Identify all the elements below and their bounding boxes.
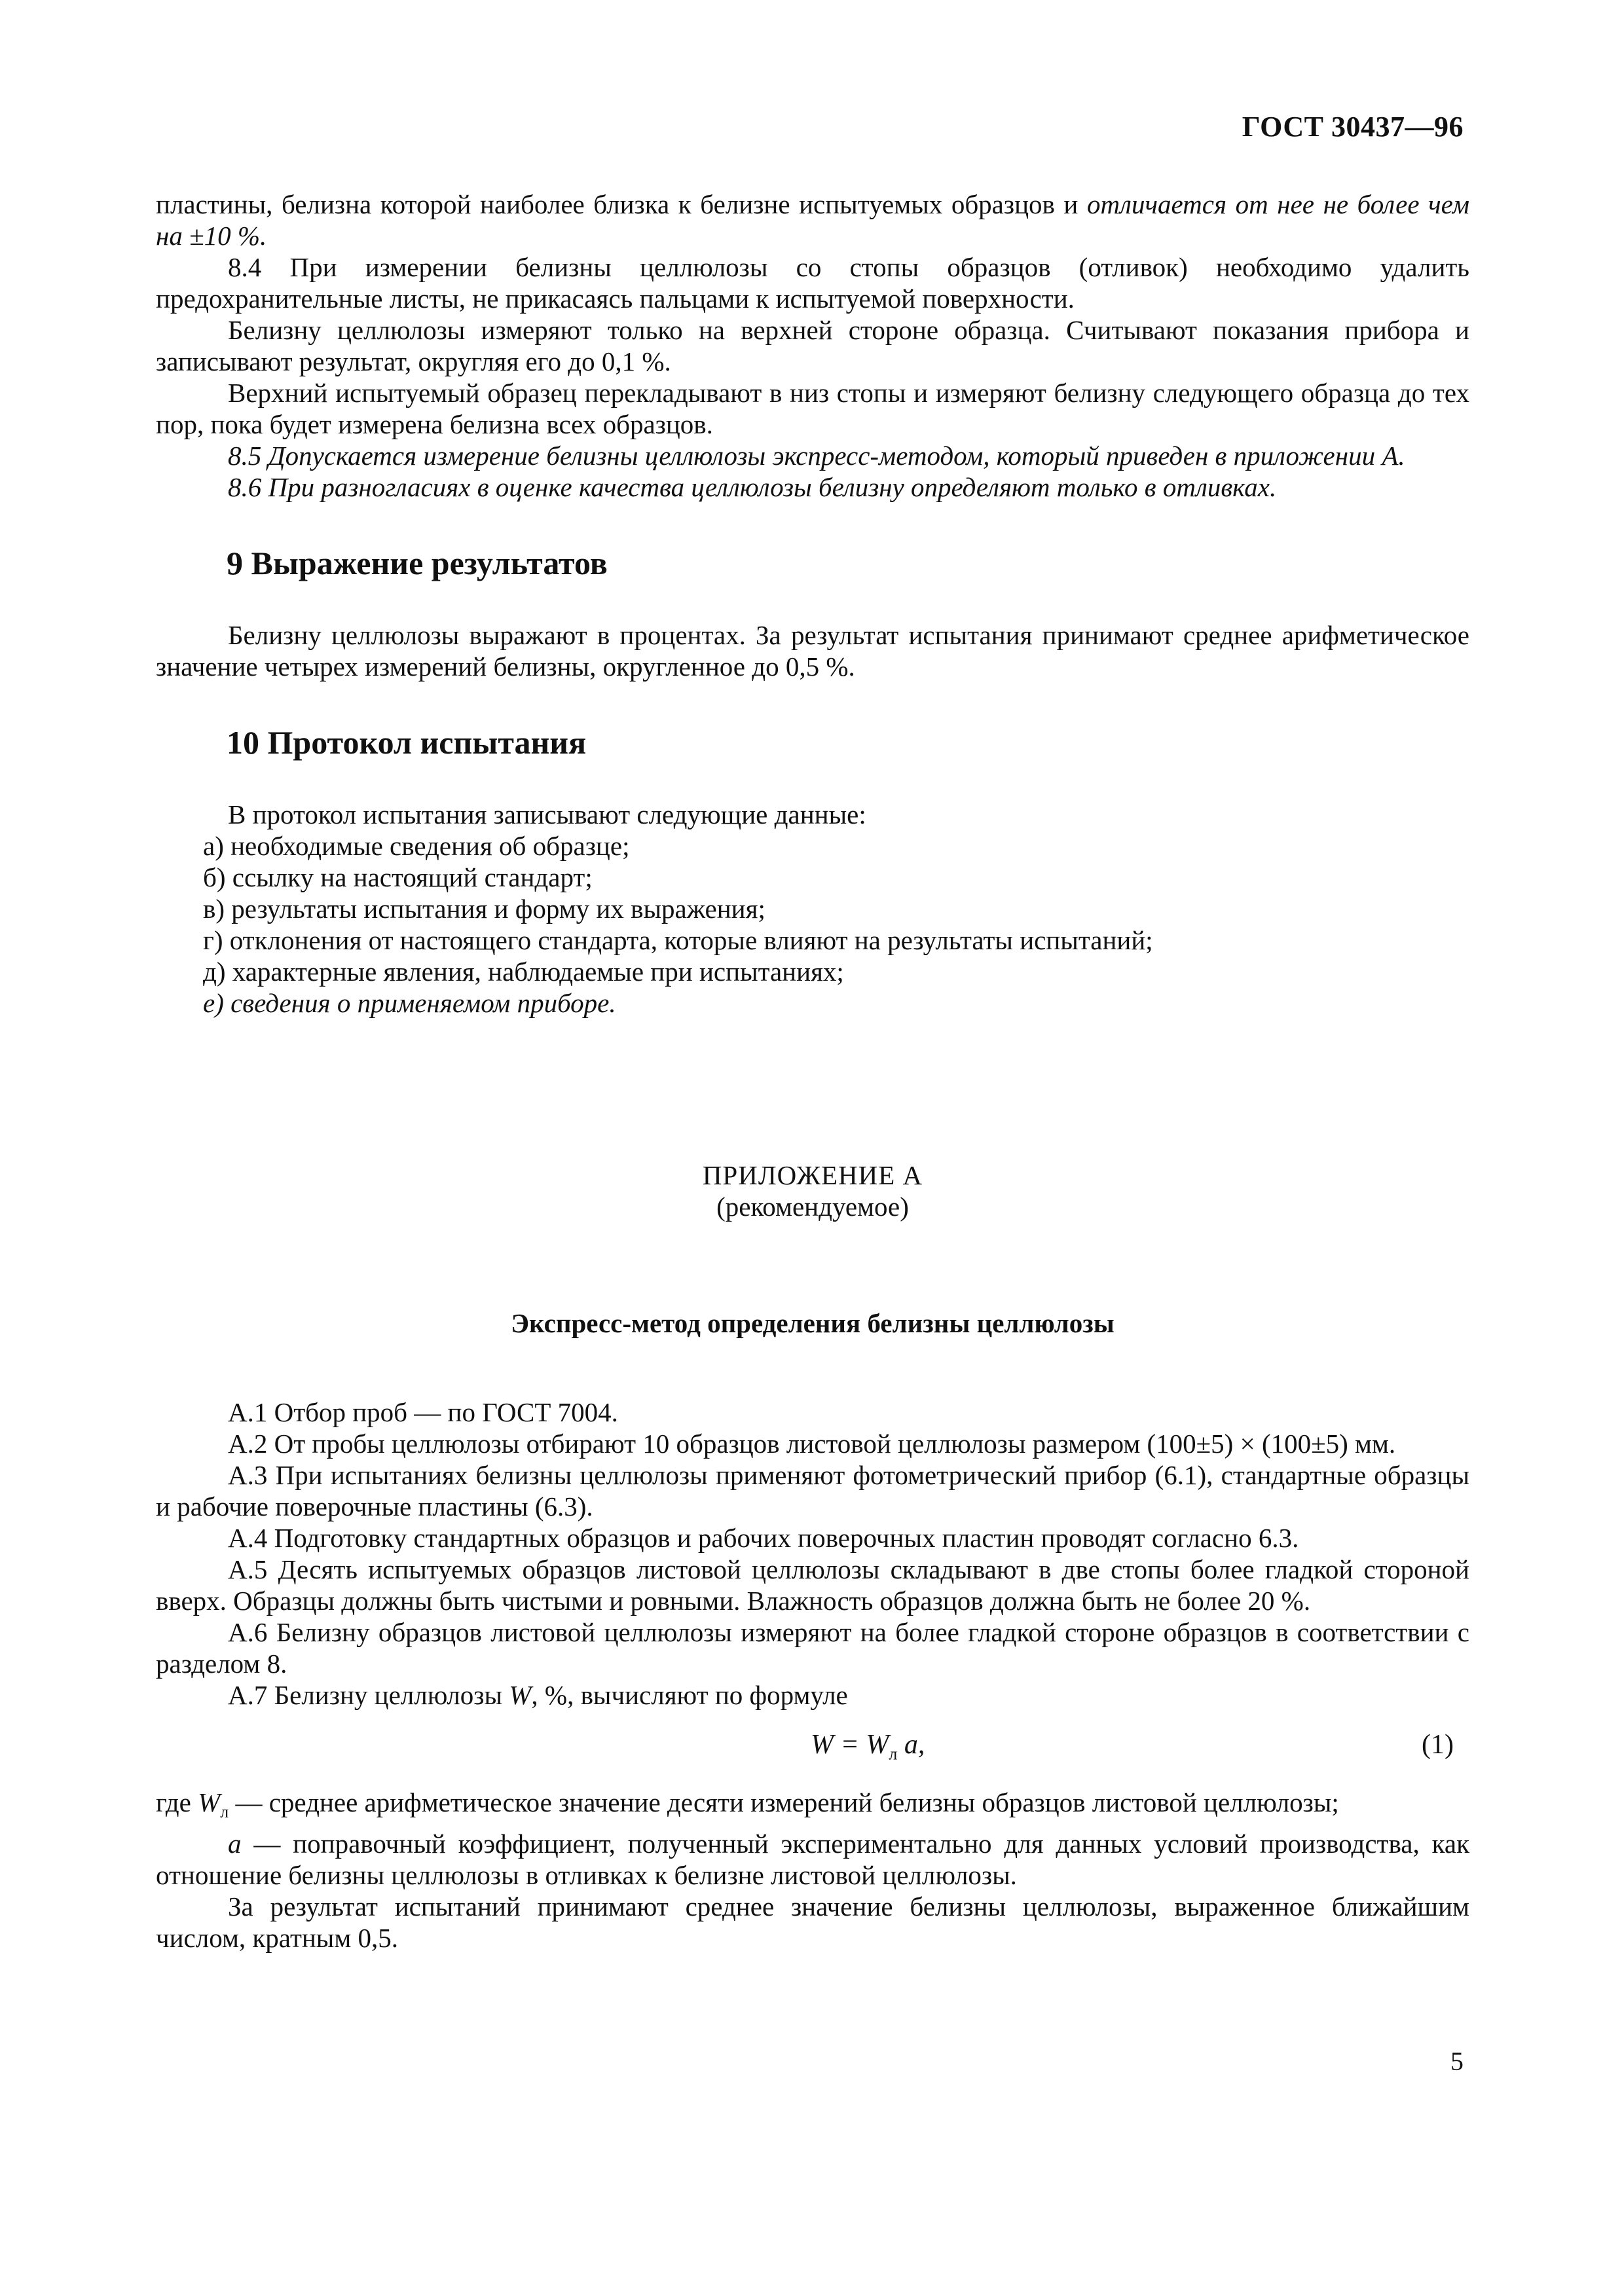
- formula-rhs: a,: [897, 1730, 925, 1760]
- paragraph-8-4-b: Белизну целлюлозы измеряют только на верхней стороне образца. Считывают показания прибора и записывают результат, округляя его до 0,1 %.: [156, 315, 1469, 376]
- section-10-intro: В протокол испытания записывают следующие данные:: [228, 799, 866, 829]
- where-subscript: л: [220, 1802, 229, 1822]
- formula-subscript: л: [889, 1744, 898, 1764]
- formula-1: [156, 1729, 1469, 1768]
- a7-text: А.7 Белизну целлюлозы: [228, 1680, 509, 1710]
- list-item: е) сведения о применяемом приборе.: [203, 988, 616, 1018]
- annex-a3: А.3 При испытаниях белизны целлюлозы применяют фотометрический прибор (6.1), стандартные образцы и рабочие поверочные пластины (6.3).: [156, 1460, 1469, 1522]
- paragraph-8-4-c: Верхний испытуемый образец перекладывают в низ стопы и измеряют белизну следующего образца до тех пор, пока будет измерена белизна всех образцов.: [156, 378, 1469, 439]
- a7-text-post: , %, вычисляют по формуле: [531, 1680, 848, 1710]
- continuation-italic-text: отличается от нее не более чем на ±10 %.: [156, 189, 1469, 251]
- formula-expression: [811, 1729, 925, 1770]
- formula-number: (1): [1422, 1730, 1454, 1760]
- section-9-heading: 9 Выражение результатов: [227, 545, 608, 581]
- a7-variable: W: [509, 1680, 532, 1710]
- paragraph-8-6: 8.6 При разногласиях в оценке качества целлюлозы белизну определяют только в отливках.: [228, 472, 1277, 502]
- list-item: г) отклонения от настоящего стандарта, которые влияют на результаты испытаний;: [203, 925, 1153, 955]
- list-item: б) ссылку на настоящий стандарт;: [203, 862, 593, 892]
- where-text: — среднее арифметическое значение десяти измерений белизны образцов листовой целлюлозы;: [229, 1787, 1339, 1817]
- continuation-paragraph: [156, 189, 1469, 251]
- where-definition: [156, 1787, 1469, 1828]
- coefficient-definition: [156, 1828, 1469, 1891]
- continuation-text: пластины, белизна которой наиболее близка к белизне испытуемых образцов и: [156, 189, 1087, 219]
- annex-a5: А.5 Десять испытуемых образцов листовой целлюлозы складывают в две стопы более гладкой стороной вверх. Образцы должны быть чистыми и ровными. Влажность образцов должна быть не более 20 %.: [156, 1554, 1469, 1616]
- annex-final-paragraph: За результат испытаний принимают среднее значение белизны целлюлозы, выраженное ближайшим числом, кратным 0,5.: [156, 1891, 1469, 1954]
- annex-status: (рекомендуемое): [716, 1192, 909, 1222]
- protocol-list: [156, 830, 1469, 1019]
- annex-title: Экспресс-метод определения белизны целлюлозы: [511, 1308, 1115, 1338]
- list-item: в) результаты испытания и форму их выражения;: [203, 894, 765, 924]
- annex-a2: А.2 От пробы целлюлозы отбирают 10 образцов листовой целлюлозы размером (100±5) × (100±5) мм.: [228, 1429, 1396, 1459]
- annex-a1: А.1 Отбор проб — по ГОСТ 7004.: [228, 1397, 618, 1427]
- page-body: [156, 189, 1469, 1954]
- coefficient-text: — поправочный коэффициент, полученный экспериментально для данных условий производства, как отношение белизны целлюлозы в отливках к белизне листовой целлюлозы.: [156, 1829, 1469, 1891]
- annex-label: ПРИЛОЖЕНИЕ А: [702, 1160, 923, 1190]
- list-item: д) характерные явления, наблюдаемые при испытаниях;: [203, 957, 844, 987]
- section-10-heading: 10 Протокол испытания: [227, 724, 587, 761]
- where-prefix: где: [156, 1787, 198, 1817]
- paragraph-8-5: 8.5 Допускается измерение белизны целлюлозы экспресс-методом, который приведен в приложении А.: [228, 441, 1405, 471]
- where-variable: W: [198, 1787, 221, 1817]
- section-9-text: Белизну целлюлозы выражают в процентах. За результат испытания принимают среднее арифметическое значение четырех измерений белизны, округленное до 0,5 %.: [156, 620, 1469, 682]
- document-number: ГОСТ 30437—96: [1242, 111, 1464, 143]
- annex-a4: А.4 Подготовку стандартных образцов и рабочих поверочных пластин проводят согласно 6.3.: [228, 1523, 1299, 1553]
- list-item: а) необходимые сведения об образце;: [203, 831, 630, 861]
- coefficient-variable: a: [228, 1829, 242, 1859]
- annex-a7: [156, 1679, 1469, 1711]
- annex-a6: А.6 Белизну образцов листовой целлюлозы измеряют на более гладкой стороне образцов в соответствии с разделом 8.: [156, 1617, 1469, 1679]
- page-number: 5: [1450, 2047, 1464, 2076]
- paragraph-8-4: 8.4 При измерении белизны целлюлозы со стопы образцов (отливок) необходимо удалить предохранительные листы, не прикасаясь пальцами к испытуемой поверхности.: [156, 252, 1469, 314]
- formula-lhs: W = W: [811, 1730, 889, 1760]
